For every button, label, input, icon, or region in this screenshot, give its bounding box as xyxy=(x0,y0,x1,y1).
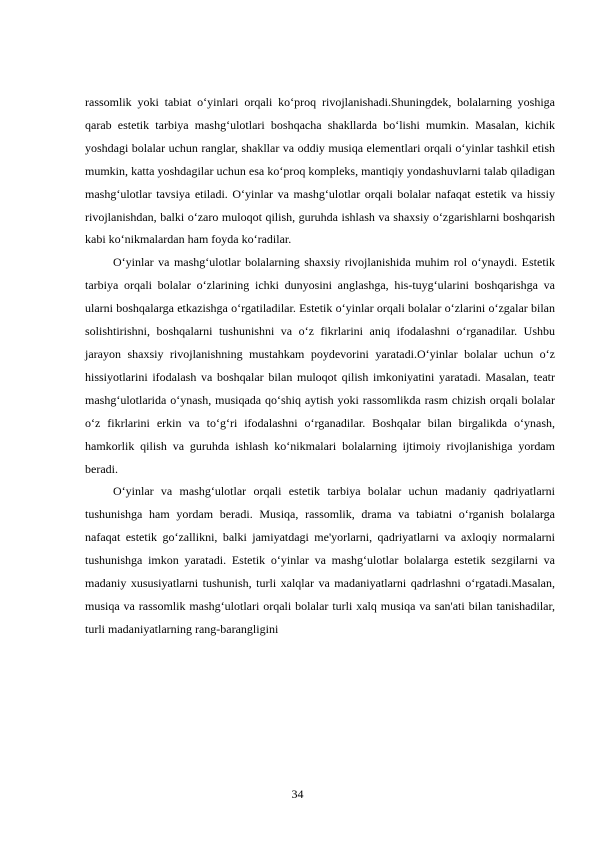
page-number: 34 xyxy=(291,787,304,801)
paragraph-cultural-values: O‘yinlar va mashg‘ulotlar orqali estetik tarbiya bolalar uchun madaniy qadriyatlarni tushunishga ham yordam beradi. Musiqa, rassomlik, drama va tabiatni o‘rganish bolalarga nafaqat estetik go‘zallikni, balki jamiyatdagi me'yorlarni, qadriyatlarni va axloqiy normalarni tushunishga imkon yaratadi. Estetik o‘yinlar va mashg‘ulotlar bolalarga estetik sezgilarni va madaniy xususiyatlarni tushunish, turli xalqlar va madaniyatlarni qadrlashni o‘rgatadi.Masalan, musiqa va rassomlik mashg‘ulotlari orqali bolalar turli xalq musiqa va san'ati bilan tanishadilar, turli madaniyatlarning rang-barangligini xyxy=(85,484,555,636)
paragraph-continuation: rassomlik yoki tabiat o‘yinlari orqali ko‘proq rivojlanishadi.Shuningdek, bolalarning yoshiga qarab estetik tarbiya mashg‘ulotlari boshqacha shakllarda bo‘lishi mumkin. Masalan, kichik yoshdagi bolalar uchun ranglar, shakllar va oddiy musiqa elementlari orqali o‘yinlar tashkil etish mumkin, katta yoshdagilar uchun esa ko‘proq kompleks, mantiqiy yondashuvlarni talab qiladigan mashg‘ulotlar tavsiya etiladi. O‘yinlar va mashg‘ulotlar orqali bolalar nafaqat estetik va hissiy rivojlanishdan, balki o‘zaro muloqot qilish, guruhda ishlash va shaxsiy o‘zgarishlarni boshqarish kabi ko‘nikmalardan ham foyda ko‘radilar. xyxy=(85,95,555,247)
paragraph-personal-development: O‘yinlar va mashg‘ulotlar bolalarning shaxsiy rivojlanishida muhim rol o‘ynaydi. Estetik tarbiya orqali bolalar o‘zlarining ichki dunyosini anglashga, his-tuyg‘ularini boshqarishga va ularni boshqalarga etkazishga o‘rgatiladilar. Estetik o‘yinlar orqali bolalar o‘zlarini o‘zgalar bilan solishtirishni, boshqalarni tushunishni va o‘z fikrlarini aniq ifodalashni o‘rganadilar. Ushbu jarayon shaxsiy rivojlanishning mustahkam poydevorini yaratadi.O‘yinlar bolalar uchun o‘z hissiyotlarini ifodalash va boshqalar bilan muloqot qilish imkoniyatini yaratadi. Masalan, teatr mashg‘ulotlarida o‘ynash, musiqada qo‘shiq aytish yoki rassomlikda rasm chizish orqali bolalar o‘z fikrlarini erkin va to‘g‘ri ifodalashni o‘rganadilar. Boshqalar bilan birgalikda o‘ynash, hamkorlik qilish va guruhda ishlash ko‘nikmalari bolalarning ijtimoiy rivojlanishiga yordam beradi. xyxy=(85,255,555,476)
body-text xyxy=(85,91,555,641)
